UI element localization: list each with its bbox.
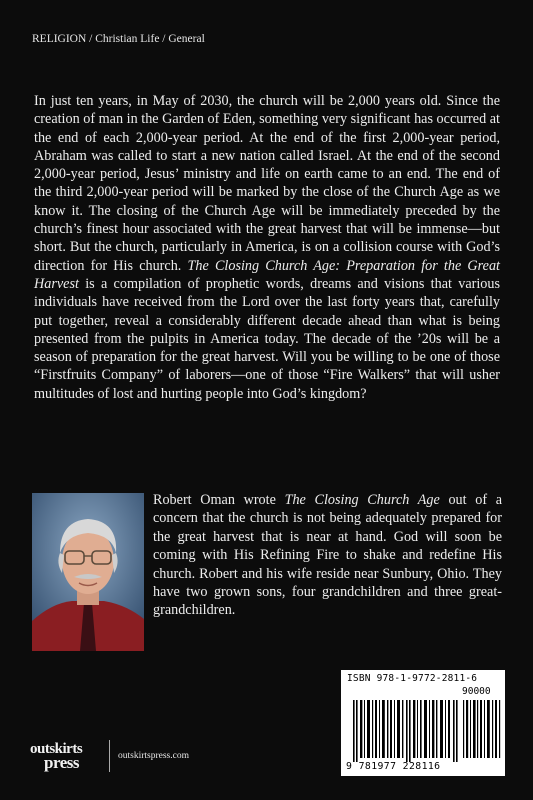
author-bio [153, 491, 502, 620]
price-code: 90000 [462, 686, 491, 697]
barcode-number: 9 781977 228116 [346, 761, 441, 772]
logo-divider [109, 740, 110, 772]
subject-category: RELIGION / Christian Life / General [32, 33, 205, 45]
logo-text-bottom: press [44, 753, 79, 772]
publisher-website: outskirtspress.com [118, 751, 189, 761]
author-photo [32, 493, 144, 651]
blurb-text-1: In just ten years, in May of 2030, the church will be 2,000 years old. Since the creation of man in the Garden of Eden, something very significant has occurred at the end of each 2,000-year period. At the end of the first 2,000-year period, Abraham was called to start a new nation called Israel. At the end of the second 2,000-year period, Jesus’ ministry and life on earth came to an end. The end of the third 2,000-year period will be marked by the close of the Church Age as we know it. The closing of the Church Age will be immediately preceded by the church’s finest hour associated with the great harvest that will be immense—but short. But the church, particularly in America, is on a collision course with God’s direction for His church. [34, 93, 500, 274]
back-cover-blurb [34, 92, 500, 403]
publisher-logo [30, 741, 110, 781]
isbn-label: ISBN 978-1-9772-2811-6 [347, 673, 478, 684]
bio-text-2: out of a concern that the church is not being adequately prepared for the great harvest that is near at hand. God will soon be coming with His Refining Fire to shake and redefine His church. Robert and his wife reside near Sunbury, Ohio. They have two grown sons, four grandchildren and three great-grandchildren. [153, 492, 502, 619]
logo-text-top: outskirts [30, 741, 83, 757]
barcode-bars [345, 684, 505, 762]
bio-text-1: Robert Oman wrote [153, 492, 285, 508]
isbn-barcode [341, 670, 505, 776]
blurb-book-title: The Closing Church Age: Preparation for the Great Harvest [34, 257, 500, 292]
blurb-text-2: is a compilation of prophetic words, dreams and visions that various individuals have received from the Lord over the last forty years that, carefully put together, reveal a considerably different decade ahead than what is being presented from the pulpits in America today. The decade of the ’20s will be a season of preparation for the great harvest. Will you be willing to be one of those “Firstfruits Company” of laborers—one of those “Fire Walkers” that will usher multitudes of lost and hurting people into God’s kingdom? [34, 275, 500, 402]
bio-book-title: The Closing Church Age [284, 492, 440, 508]
